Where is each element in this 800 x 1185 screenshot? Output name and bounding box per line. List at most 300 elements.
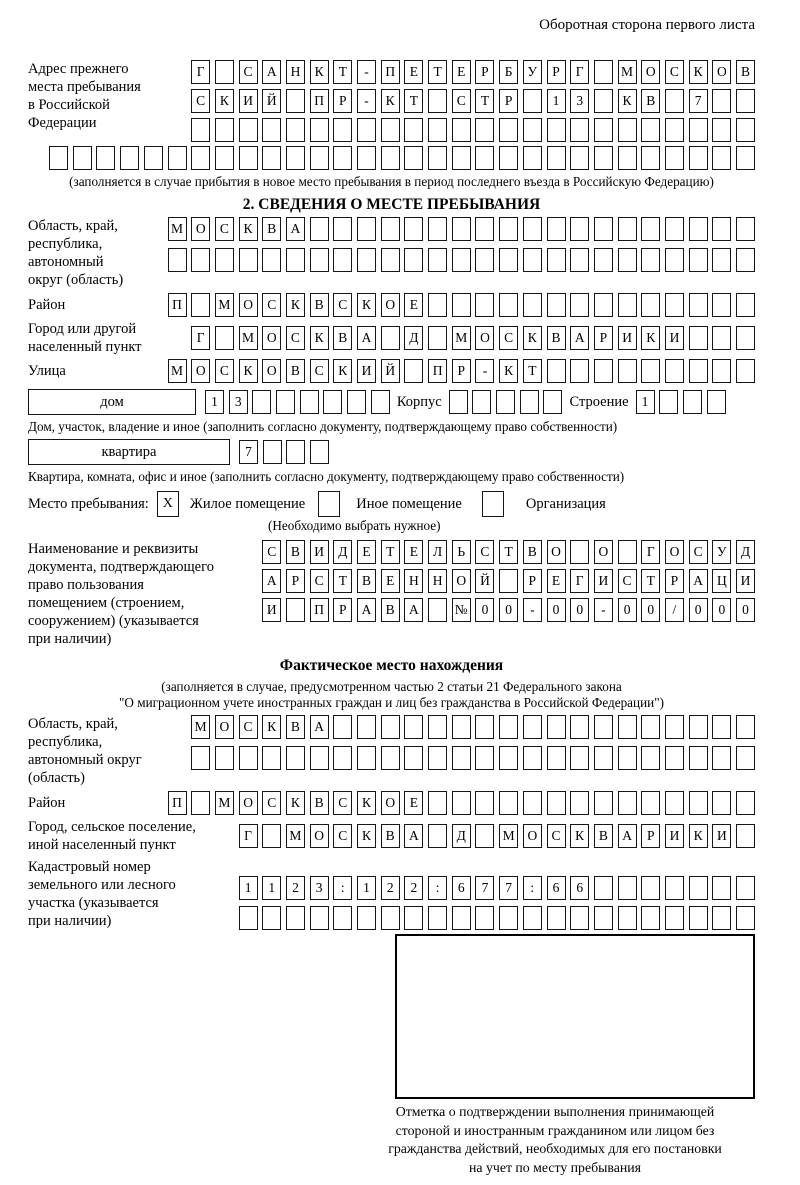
char-box[interactable]: У xyxy=(712,540,731,564)
char-box[interactable] xyxy=(523,248,542,272)
char-box[interactable] xyxy=(665,248,684,272)
char-box[interactable]: В xyxy=(641,89,660,113)
char-box[interactable] xyxy=(452,217,471,241)
char-box[interactable]: Р xyxy=(523,569,542,593)
char-box[interactable] xyxy=(547,906,566,930)
char-box[interactable]: И xyxy=(357,359,376,383)
char-box[interactable] xyxy=(381,326,400,350)
char-box[interactable]: В xyxy=(286,540,305,564)
char-box[interactable]: Е xyxy=(404,60,423,84)
char-box[interactable] xyxy=(371,390,390,414)
char-box[interactable] xyxy=(475,824,494,848)
char-box[interactable] xyxy=(523,746,542,770)
char-box[interactable]: Г xyxy=(570,60,589,84)
char-box[interactable] xyxy=(594,118,613,142)
char-box[interactable] xyxy=(252,390,271,414)
char-box[interactable]: И xyxy=(594,569,613,593)
char-box[interactable] xyxy=(570,906,589,930)
char-box[interactable] xyxy=(641,146,660,170)
char-box[interactable]: О xyxy=(475,326,494,350)
char-box[interactable]: 1 xyxy=(547,89,566,113)
char-box[interactable]: - xyxy=(475,359,494,383)
char-box[interactable] xyxy=(357,746,376,770)
char-box[interactable] xyxy=(570,146,589,170)
char-box[interactable]: Ц xyxy=(712,569,731,593)
char-box[interactable] xyxy=(683,390,702,414)
char-box[interactable] xyxy=(570,248,589,272)
char-box[interactable]: Т xyxy=(333,60,352,84)
char-box[interactable] xyxy=(286,906,305,930)
char-box[interactable]: 0 xyxy=(641,598,660,622)
char-box[interactable] xyxy=(499,146,518,170)
char-box[interactable] xyxy=(381,906,400,930)
char-box[interactable]: С xyxy=(333,824,352,848)
char-box[interactable]: К xyxy=(357,293,376,317)
char-box[interactable]: Г xyxy=(641,540,660,564)
char-box[interactable] xyxy=(641,746,660,770)
char-box[interactable] xyxy=(618,118,637,142)
char-box[interactable] xyxy=(570,791,589,815)
char-box[interactable]: Р xyxy=(499,89,518,113)
char-box[interactable] xyxy=(594,248,613,272)
char-box[interactable]: М xyxy=(168,217,187,241)
char-box[interactable] xyxy=(641,217,660,241)
char-box[interactable]: Н xyxy=(428,569,447,593)
char-box[interactable] xyxy=(475,791,494,815)
char-box[interactable] xyxy=(333,906,352,930)
char-box[interactable]: П xyxy=(310,598,329,622)
char-box[interactable] xyxy=(452,118,471,142)
char-box[interactable] xyxy=(215,248,234,272)
char-box[interactable] xyxy=(618,906,637,930)
char-box[interactable]: Д xyxy=(736,540,755,564)
char-box[interactable]: К xyxy=(262,715,281,739)
char-box[interactable] xyxy=(475,906,494,930)
char-box[interactable]: У xyxy=(523,60,542,84)
char-box[interactable] xyxy=(381,248,400,272)
char-box[interactable]: М xyxy=(168,359,187,383)
char-box[interactable] xyxy=(736,824,755,848)
char-box[interactable] xyxy=(523,118,542,142)
char-box[interactable] xyxy=(689,248,708,272)
char-box[interactable] xyxy=(428,146,447,170)
char-box[interactable] xyxy=(547,791,566,815)
char-box[interactable] xyxy=(475,248,494,272)
char-box[interactable] xyxy=(381,746,400,770)
char-box[interactable] xyxy=(594,217,613,241)
char-box[interactable] xyxy=(215,60,234,84)
char-box[interactable] xyxy=(707,390,726,414)
char-box[interactable] xyxy=(712,715,731,739)
char-box[interactable]: : xyxy=(523,876,542,900)
char-box[interactable] xyxy=(499,118,518,142)
char-box[interactable]: Г xyxy=(239,824,258,848)
char-box[interactable] xyxy=(333,746,352,770)
char-box[interactable]: С xyxy=(239,715,258,739)
char-box[interactable]: Р xyxy=(333,89,352,113)
char-box[interactable]: Р xyxy=(641,824,660,848)
char-box[interactable]: Р xyxy=(547,60,566,84)
char-box[interactable]: К xyxy=(286,293,305,317)
char-box[interactable]: С xyxy=(310,359,329,383)
char-box[interactable] xyxy=(499,569,518,593)
char-box[interactable] xyxy=(499,746,518,770)
char-box[interactable] xyxy=(618,293,637,317)
char-box[interactable]: К xyxy=(381,89,400,113)
char-box[interactable] xyxy=(404,906,423,930)
char-box[interactable] xyxy=(689,118,708,142)
char-box[interactable] xyxy=(520,390,539,414)
char-box[interactable] xyxy=(594,906,613,930)
char-box[interactable] xyxy=(475,217,494,241)
char-box[interactable]: Т xyxy=(499,540,518,564)
char-box[interactable] xyxy=(475,746,494,770)
char-box[interactable]: С xyxy=(618,569,637,593)
char-box[interactable]: В xyxy=(594,824,613,848)
char-box[interactable]: Г xyxy=(570,569,589,593)
char-box[interactable]: С xyxy=(286,326,305,350)
char-box[interactable] xyxy=(239,906,258,930)
char-box[interactable]: А xyxy=(357,598,376,622)
char-box[interactable] xyxy=(357,217,376,241)
char-box[interactable] xyxy=(357,248,376,272)
char-box[interactable] xyxy=(310,217,329,241)
char-box[interactable]: Р xyxy=(452,359,471,383)
char-box[interactable]: С xyxy=(499,326,518,350)
char-box[interactable] xyxy=(523,906,542,930)
char-box[interactable] xyxy=(641,906,660,930)
char-box[interactable]: Р xyxy=(286,569,305,593)
char-box[interactable]: - xyxy=(594,598,613,622)
char-box[interactable]: М xyxy=(618,60,637,84)
char-box[interactable] xyxy=(428,746,447,770)
char-box[interactable]: В xyxy=(262,217,281,241)
char-box[interactable] xyxy=(712,118,731,142)
char-box[interactable]: Р xyxy=(475,60,494,84)
char-box[interactable]: М xyxy=(286,824,305,848)
char-box[interactable] xyxy=(300,390,319,414)
char-box[interactable] xyxy=(689,326,708,350)
char-box[interactable] xyxy=(523,293,542,317)
char-box[interactable] xyxy=(570,746,589,770)
char-box[interactable]: Т xyxy=(333,569,352,593)
char-box[interactable] xyxy=(594,715,613,739)
char-box[interactable] xyxy=(570,540,589,564)
char-box[interactable]: М xyxy=(239,326,258,350)
char-box[interactable] xyxy=(333,217,352,241)
char-box[interactable]: В xyxy=(547,326,566,350)
char-box[interactable] xyxy=(689,906,708,930)
char-box[interactable]: О xyxy=(641,60,660,84)
char-box[interactable]: К xyxy=(286,791,305,815)
char-box[interactable] xyxy=(736,118,755,142)
char-box[interactable] xyxy=(689,146,708,170)
char-box[interactable] xyxy=(594,60,613,84)
char-box[interactable] xyxy=(191,791,210,815)
char-box[interactable] xyxy=(239,248,258,272)
char-box[interactable] xyxy=(665,906,684,930)
char-box[interactable]: 0 xyxy=(570,598,589,622)
char-box[interactable]: Т xyxy=(381,540,400,564)
char-box[interactable]: К xyxy=(641,326,660,350)
char-box[interactable] xyxy=(736,715,755,739)
char-box[interactable] xyxy=(452,248,471,272)
char-box[interactable]: Д xyxy=(333,540,352,564)
char-box[interactable]: Й xyxy=(262,89,281,113)
char-box[interactable]: С xyxy=(475,540,494,564)
char-box[interactable] xyxy=(523,715,542,739)
char-box[interactable] xyxy=(499,791,518,815)
char-box[interactable] xyxy=(712,791,731,815)
char-box[interactable]: № xyxy=(452,598,471,622)
char-box[interactable]: О xyxy=(452,569,471,593)
char-box[interactable] xyxy=(428,217,447,241)
char-box[interactable]: А xyxy=(570,326,589,350)
char-box[interactable] xyxy=(276,390,295,414)
char-box[interactable]: К xyxy=(239,217,258,241)
char-box[interactable] xyxy=(215,746,234,770)
char-box[interactable]: К xyxy=(357,791,376,815)
char-box[interactable] xyxy=(618,746,637,770)
char-box[interactable] xyxy=(570,359,589,383)
char-box[interactable]: П xyxy=(381,60,400,84)
char-box[interactable]: Р xyxy=(665,569,684,593)
char-box[interactable] xyxy=(712,359,731,383)
char-box[interactable]: 2 xyxy=(286,876,305,900)
char-box[interactable]: 3 xyxy=(570,89,589,113)
char-box[interactable] xyxy=(594,791,613,815)
char-box[interactable] xyxy=(499,217,518,241)
char-box[interactable]: 1 xyxy=(636,390,655,414)
char-box[interactable] xyxy=(618,791,637,815)
char-box[interactable] xyxy=(120,146,139,170)
char-box[interactable]: - xyxy=(357,60,376,84)
char-box[interactable] xyxy=(215,326,234,350)
char-box[interactable] xyxy=(262,906,281,930)
char-box[interactable]: В xyxy=(736,60,755,84)
char-box[interactable]: О xyxy=(191,217,210,241)
char-box[interactable]: 7 xyxy=(499,876,518,900)
char-box[interactable] xyxy=(286,146,305,170)
char-box[interactable]: К xyxy=(239,359,258,383)
char-box[interactable] xyxy=(452,746,471,770)
char-box[interactable]: 0 xyxy=(689,598,708,622)
char-box[interactable] xyxy=(665,89,684,113)
char-box[interactable] xyxy=(547,217,566,241)
char-box[interactable]: Т xyxy=(475,89,494,113)
char-box[interactable] xyxy=(547,293,566,317)
char-box[interactable]: Й xyxy=(475,569,494,593)
char-box[interactable] xyxy=(641,248,660,272)
char-box[interactable]: П xyxy=(168,791,187,815)
char-box[interactable]: А xyxy=(689,569,708,593)
char-box[interactable] xyxy=(310,118,329,142)
char-box[interactable]: 6 xyxy=(452,876,471,900)
char-box[interactable] xyxy=(262,824,281,848)
char-box[interactable]: С xyxy=(333,791,352,815)
char-box[interactable]: В xyxy=(333,326,352,350)
char-box[interactable] xyxy=(449,390,468,414)
char-box[interactable] xyxy=(618,359,637,383)
char-box[interactable] xyxy=(428,906,447,930)
char-box[interactable] xyxy=(712,326,731,350)
char-box[interactable]: О xyxy=(381,293,400,317)
char-box[interactable]: И xyxy=(310,540,329,564)
char-box[interactable] xyxy=(357,118,376,142)
char-box[interactable] xyxy=(286,440,305,464)
char-box[interactable]: А xyxy=(618,824,637,848)
char-box[interactable]: О xyxy=(712,60,731,84)
char-box[interactable] xyxy=(404,118,423,142)
char-box[interactable]: Е xyxy=(381,569,400,593)
char-box[interactable]: П xyxy=(310,89,329,113)
char-box[interactable] xyxy=(357,906,376,930)
char-box[interactable] xyxy=(570,293,589,317)
char-box[interactable] xyxy=(665,217,684,241)
char-box[interactable] xyxy=(96,146,115,170)
char-box[interactable] xyxy=(310,248,329,272)
char-box[interactable] xyxy=(310,746,329,770)
char-box[interactable] xyxy=(357,146,376,170)
char-box[interactable] xyxy=(452,146,471,170)
char-box[interactable]: С xyxy=(262,540,281,564)
char-box[interactable] xyxy=(523,791,542,815)
char-box[interactable] xyxy=(641,791,660,815)
char-box[interactable]: 7 xyxy=(475,876,494,900)
char-box[interactable]: 0 xyxy=(736,598,755,622)
char-box[interactable]: 0 xyxy=(499,598,518,622)
char-box[interactable] xyxy=(333,715,352,739)
char-box[interactable]: С xyxy=(215,359,234,383)
char-box[interactable]: Ь xyxy=(452,540,471,564)
char-box[interactable] xyxy=(689,746,708,770)
char-box[interactable]: О xyxy=(310,824,329,848)
char-box[interactable]: 3 xyxy=(229,390,248,414)
char-box[interactable]: Т xyxy=(404,89,423,113)
char-box[interactable]: С xyxy=(452,89,471,113)
char-box[interactable]: И xyxy=(665,824,684,848)
char-box[interactable] xyxy=(381,146,400,170)
char-box[interactable] xyxy=(570,217,589,241)
char-box[interactable] xyxy=(452,715,471,739)
char-box[interactable] xyxy=(475,715,494,739)
char-box[interactable] xyxy=(665,746,684,770)
char-box[interactable] xyxy=(286,89,305,113)
char-box[interactable] xyxy=(263,440,282,464)
char-box[interactable] xyxy=(570,715,589,739)
char-box[interactable]: 6 xyxy=(547,876,566,900)
char-box[interactable]: С xyxy=(191,89,210,113)
char-box[interactable]: 2 xyxy=(381,876,400,900)
char-box[interactable] xyxy=(570,118,589,142)
char-box[interactable] xyxy=(239,118,258,142)
char-box[interactable]: - xyxy=(523,598,542,622)
char-box[interactable] xyxy=(404,746,423,770)
char-box[interactable] xyxy=(665,876,684,900)
char-box[interactable]: Н xyxy=(286,60,305,84)
char-box[interactable] xyxy=(381,118,400,142)
char-box[interactable] xyxy=(144,146,163,170)
char-box[interactable] xyxy=(496,390,515,414)
char-box[interactable] xyxy=(262,118,281,142)
char-box[interactable] xyxy=(594,359,613,383)
char-box[interactable] xyxy=(262,746,281,770)
char-box[interactable]: О xyxy=(547,540,566,564)
char-box[interactable]: К xyxy=(689,824,708,848)
char-box[interactable] xyxy=(641,118,660,142)
char-box[interactable]: Е xyxy=(547,569,566,593)
char-box[interactable]: Н xyxy=(404,569,423,593)
char-box[interactable]: В xyxy=(286,359,305,383)
char-box[interactable]: В xyxy=(523,540,542,564)
char-box[interactable] xyxy=(168,146,187,170)
char-box[interactable]: К xyxy=(310,60,329,84)
char-box[interactable] xyxy=(239,146,258,170)
char-box[interactable]: А xyxy=(357,326,376,350)
char-box[interactable] xyxy=(215,118,234,142)
char-box[interactable]: Г xyxy=(191,326,210,350)
char-box[interactable] xyxy=(215,146,234,170)
char-box[interactable]: С xyxy=(547,824,566,848)
char-box[interactable] xyxy=(239,746,258,770)
char-box[interactable]: Л xyxy=(428,540,447,564)
char-box[interactable] xyxy=(523,89,542,113)
char-box[interactable]: С xyxy=(665,60,684,84)
char-box[interactable] xyxy=(523,146,542,170)
char-box[interactable] xyxy=(689,293,708,317)
char-box[interactable]: Т xyxy=(641,569,660,593)
char-box[interactable] xyxy=(712,217,731,241)
char-box[interactable] xyxy=(428,118,447,142)
char-box[interactable] xyxy=(665,293,684,317)
char-box[interactable] xyxy=(543,390,562,414)
char-box[interactable]: А xyxy=(262,569,281,593)
char-box[interactable]: Р xyxy=(333,598,352,622)
char-box[interactable] xyxy=(404,715,423,739)
char-box[interactable]: : xyxy=(333,876,352,900)
char-box[interactable]: К xyxy=(357,824,376,848)
char-box[interactable]: О xyxy=(239,791,258,815)
char-box[interactable] xyxy=(310,440,329,464)
char-box[interactable] xyxy=(594,876,613,900)
char-box[interactable] xyxy=(712,746,731,770)
char-box[interactable]: П xyxy=(428,359,447,383)
char-box[interactable] xyxy=(712,293,731,317)
char-box[interactable] xyxy=(333,146,352,170)
char-box[interactable] xyxy=(736,746,755,770)
char-box[interactable]: Й xyxy=(381,359,400,383)
char-box[interactable]: Е xyxy=(452,60,471,84)
char-box[interactable] xyxy=(428,293,447,317)
char-box[interactable] xyxy=(310,906,329,930)
char-box[interactable] xyxy=(618,715,637,739)
char-box[interactable]: И xyxy=(665,326,684,350)
char-box[interactable]: С xyxy=(262,293,281,317)
char-box[interactable]: К xyxy=(499,359,518,383)
char-box[interactable] xyxy=(736,248,755,272)
char-box[interactable]: К xyxy=(215,89,234,113)
char-box[interactable] xyxy=(547,118,566,142)
char-box[interactable] xyxy=(428,824,447,848)
char-box[interactable]: В xyxy=(310,293,329,317)
char-box[interactable]: Т xyxy=(523,359,542,383)
char-box[interactable]: А xyxy=(310,715,329,739)
char-box[interactable]: И xyxy=(618,326,637,350)
char-box[interactable] xyxy=(333,118,352,142)
char-box[interactable] xyxy=(191,248,210,272)
char-box[interactable]: В xyxy=(310,791,329,815)
char-box[interactable]: 1 xyxy=(262,876,281,900)
